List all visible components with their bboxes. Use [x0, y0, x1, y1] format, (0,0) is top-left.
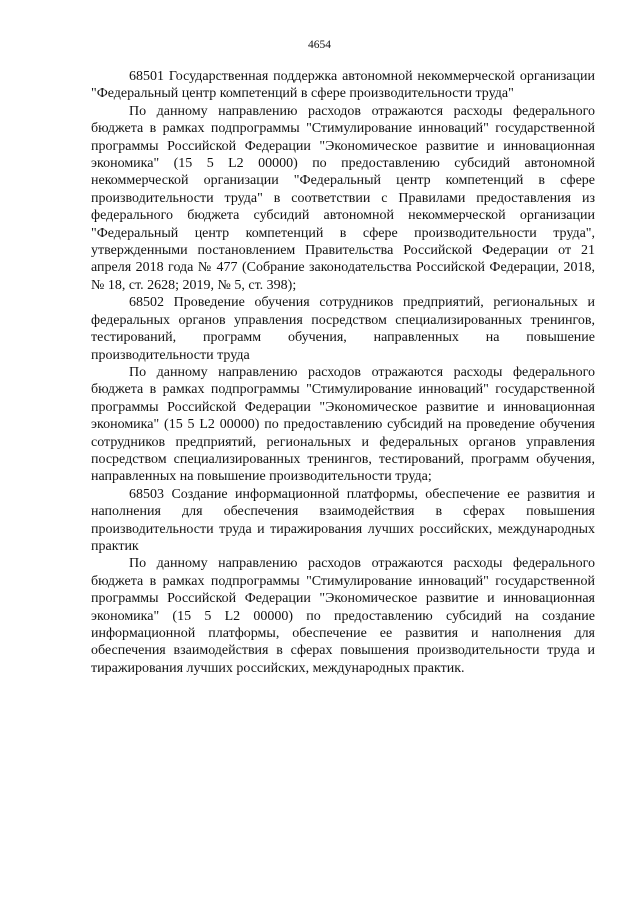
document-body	[91, 68, 595, 677]
paragraph-68503-heading: 68503 Создание информационной платформы, обеспечение ее развития и наполнения для обеспечения взаимодействия в сферах повышения производительности труда и тиражирования лучших российских, международных практик	[91, 486, 595, 554]
paragraph-68501-heading: 68501 Государственная поддержка автономной некоммерческой организации "Федеральный центр компетенций в сфере производительности труда"	[91, 69, 595, 102]
paragraph-68502-heading: 68502 Проведение обучения сотрудников предприятий, региональных и федеральных органов управления посредством специализированных тренингов, тестирований, программ обучения, направленных на повышение производительности труда	[91, 295, 595, 363]
page-number: 4654	[308, 39, 331, 51]
paragraph-68503-description: По данному направлению расходов отражаются расходы федерального бюджета в рамках подпрограммы "Стимулирование инноваций" государственной программы Российской Федерации "Экономическое развитие и инновационная экономика" (15 5 L2 00000) по предоставлению субсидий на создание информационной платформы, обеспечение ее развития и наполнения для обеспечения взаимодействия в сферах повышения производительности труда и тиражирования лучших российских, международных практик.	[91, 556, 595, 676]
paragraph-68501-description: По данному направлению расходов отражаются расходы федерального бюджета в рамках подпрограммы "Стимулирование инноваций" государственной программы Российской Федерации "Экономическое развитие и инновационная экономика" (15 5 L2 00000) по предоставлению субсидий автономной некоммерческой организации "Федеральный центр компетенций в сфере производительности труда" в соответствии с Правилами предоставления из федерального бюджета субсидий автономной некоммерческой организации "Федеральный центр компетенций в сфере производительности труда", утвержденными постановлением Правительства Российской Федерации от 21 апреля 2018 года № 477 (Собрание законодательства Российской Федерации, 2018, № 18, ст. 2628; 2019, № 5, ст. 398);	[91, 103, 595, 293]
paragraph-68502-description: По данному направлению расходов отражаются расходы федерального бюджета в рамках подпрограммы "Стимулирование инноваций" государственной программы Российской Федерации "Экономическое развитие и инновационная экономика" (15 5 L2 00000) по предоставлению субсидий на проведение обучения сотрудников предприятий, региональных и федеральных органов управления посредством специализированных тренингов, тестирований, программ обучения, направленных на повышение производительности труда;	[91, 364, 595, 485]
